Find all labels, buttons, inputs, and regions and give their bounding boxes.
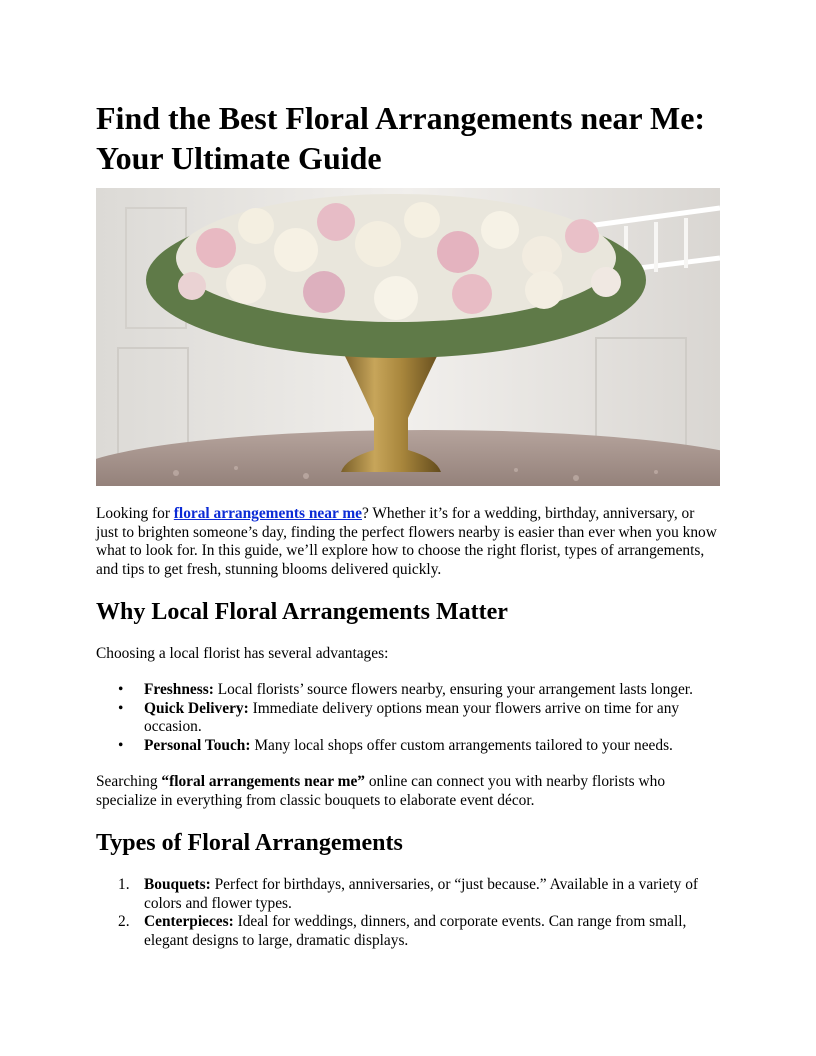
list-item-term: Freshness: xyxy=(144,681,214,698)
list-item-text: Many local shops offer custom arrangements tailored to your needs. xyxy=(250,736,673,754)
advantages-lead: Choosing a local florist has several advantages: xyxy=(96,645,389,662)
section-heading-types: Types of Floral Arrangements xyxy=(96,830,403,856)
search-paragraph xyxy=(96,773,720,810)
list-item-term: Quick Delivery: xyxy=(144,699,249,717)
intro-text-start: Looking for xyxy=(96,505,174,522)
search-phrase: “floral arrangements near me” xyxy=(161,773,365,790)
hero-image xyxy=(96,188,720,486)
advantages-list xyxy=(96,681,720,755)
bullet: • xyxy=(118,736,124,754)
list-item-text: Immediate delivery options mean your flowers arrive on time for any occasion. xyxy=(144,699,680,735)
list-item xyxy=(96,700,720,737)
floral-arrangements-link[interactable]: floral arrangements near me xyxy=(173,505,362,522)
list-item-text: Ideal for weddings, dinners, and corporate events. Can range from small, elegant designs to large, dramatic displays. xyxy=(144,913,687,949)
bullet: • xyxy=(118,699,124,717)
list-item-term: Bouquets: xyxy=(144,876,211,893)
list-item xyxy=(96,876,720,913)
types-list xyxy=(96,876,720,950)
list-item xyxy=(96,913,720,950)
bullet: • xyxy=(118,681,124,698)
list-item xyxy=(96,737,720,756)
search-text-end: online can connect you with nearby florists who specialize in everything from classic bouquets to elaborate event décor. xyxy=(96,773,666,809)
list-item-term: Centerpieces: xyxy=(144,913,234,930)
list-item xyxy=(96,681,720,700)
list-item-text: Perfect for birthdays, anniversaries, or “just because.” Available in a variety of colors and flower types. xyxy=(144,876,699,912)
list-item-text: Local florists’ source flowers nearby, ensuring your arrangement lasts longer. xyxy=(213,681,693,698)
intro-paragraph xyxy=(96,505,720,579)
intro-text-end: ? Whether it’s for a wedding, birthday, anniversary, or just to brighten someone’s day, finding the perfect flowers nearby is easier than ever when you know what to look for. In this guide, we’ll explore how to choose the right florist, types of arrangements, and tips to get fresh, stunning blooms delivered quickly. xyxy=(96,505,717,578)
section-heading-local: Why Local Floral Arrangements Matter xyxy=(96,599,508,625)
list-item-term: Personal Touch: xyxy=(144,736,251,754)
page-title: Find the Best Floral Arrangements near Me: Your Ultimate Guide xyxy=(96,100,706,176)
list-number: 1. xyxy=(118,876,130,893)
floral-arrangement-illustration xyxy=(96,188,720,486)
search-text-start: Searching xyxy=(96,773,162,790)
list-number: 2. xyxy=(118,913,130,930)
